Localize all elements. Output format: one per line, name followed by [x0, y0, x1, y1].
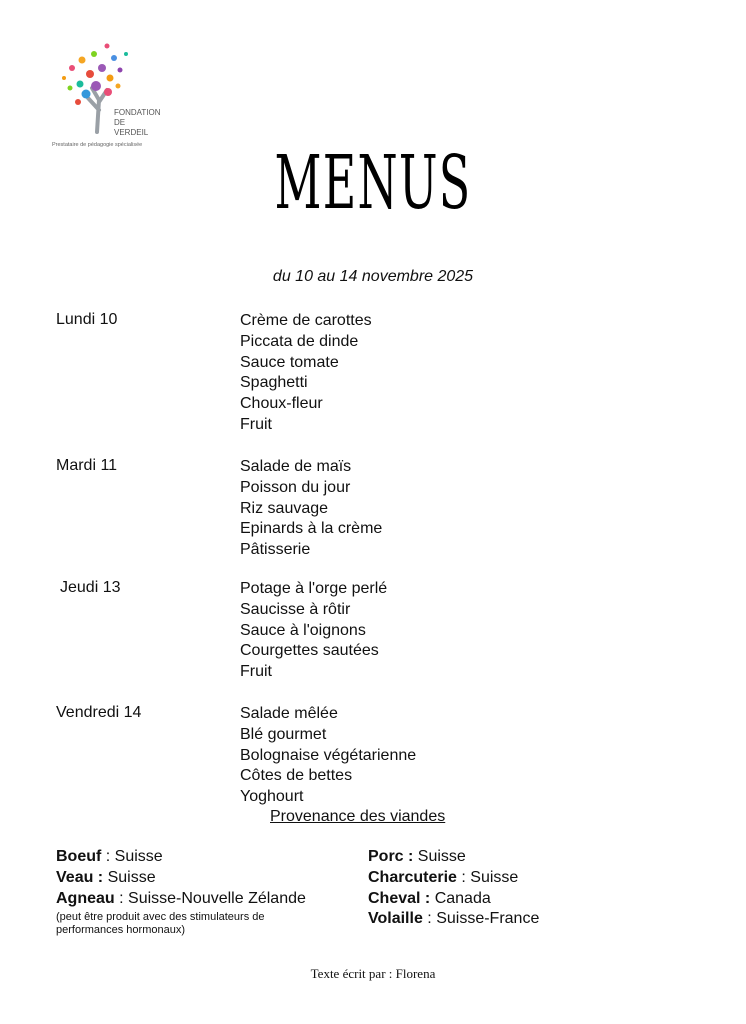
dish-item: Courgettes sautées: [240, 642, 379, 660]
dish-item: Yoghourt: [240, 788, 304, 806]
author-footer: Texte écrit par : Florena: [310, 966, 436, 981]
provenance-row: [368, 909, 539, 930]
logo-line-1: FONDATION: [114, 108, 161, 117]
hormone-note: (peut être produit avec des stimulateurs de performances hormonaux): [56, 911, 265, 937]
provenance-right-column: [368, 847, 539, 930]
dish-list-mardi: [240, 457, 382, 561]
dish-item: Sauce tomate: [240, 353, 339, 371]
dish-item: Blé gourmet: [240, 725, 327, 743]
dish-item: Bolognaise végétarienne: [240, 746, 417, 764]
meat-origin: Suisse: [114, 848, 163, 865]
logo-name: [114, 108, 161, 138]
meat-separator: :: [114, 889, 129, 907]
meat-origin: Suisse-Nouvelle Zélande: [128, 889, 306, 907]
provenance-title: Provenance des viandes: [270, 808, 446, 825]
logo-tagline: Prestataire de pédagogie spécialisée: [52, 142, 143, 148]
day-label-mardi: Mardi 11: [56, 457, 118, 474]
dish-item: Piccata de dinde: [240, 332, 359, 350]
logo: [52, 40, 172, 152]
dish-item: Salade de maïs: [240, 458, 352, 475]
meat-separator: :: [101, 848, 115, 865]
dish-item: Spaghetti: [240, 374, 308, 392]
meat-origin: Suisse: [470, 868, 519, 886]
dish-item: Poisson du jour: [240, 478, 351, 496]
meat-origin: Canada: [434, 889, 491, 907]
meat-name: Veau :: [56, 868, 104, 886]
dish-list-jeudi: [240, 579, 387, 683]
meat-name: Volaille: [368, 910, 423, 928]
day-label-vendredi: Vendredi 14: [56, 704, 142, 721]
dish-item: Fruit: [240, 663, 272, 681]
provenance-row: [56, 847, 326, 868]
meat-name: Cheval :: [368, 889, 431, 907]
dish-list-vendredi: [240, 704, 416, 808]
dish-list-lundi: [240, 311, 372, 436]
day-label-lundi: Lundi 10: [56, 311, 118, 328]
meat-separator: :: [422, 910, 437, 928]
meat-separator: :: [456, 868, 471, 886]
dish-item: Riz sauvage: [240, 499, 329, 517]
day-label-jeudi: Jeudi 13: [60, 579, 121, 596]
logo-line-2: DE: [114, 118, 126, 127]
meat-name: Boeuf: [56, 848, 102, 865]
page-title: MENUS: [274, 140, 472, 226]
meat-origin: Suisse: [417, 848, 466, 865]
dish-item: Pâtisserie: [240, 541, 311, 559]
provenance-row: [368, 847, 539, 868]
meat-origin: Suisse-France: [436, 910, 540, 928]
dish-item: Fruit: [240, 415, 272, 433]
provenance-row: [368, 889, 539, 910]
provenance-left-column: [56, 847, 326, 937]
dish-item: Salade mêlée: [240, 705, 338, 722]
dish-item: Potage à l'orge perlé: [240, 580, 388, 597]
dish-item: Crème de carottes: [240, 312, 372, 329]
dish-item: Epinards à la crème: [240, 520, 383, 538]
meat-name: Porc :: [368, 848, 414, 865]
meat-name: Agneau: [56, 889, 115, 907]
dish-item: Côtes de bettes: [240, 767, 353, 785]
provenance-row: [368, 868, 539, 889]
provenance-row: [56, 868, 326, 889]
provenance-row: [56, 889, 326, 910]
logo-line-3: VERDEIL: [114, 128, 149, 137]
date-range: du 10 au 14 novembre 2025: [272, 268, 474, 285]
meat-name: Charcuterie: [368, 868, 457, 886]
dish-item: Choux-fleur: [240, 395, 323, 413]
dish-item: Sauce à l'oignons: [240, 621, 366, 639]
dish-item: Saucisse à rôtir: [240, 600, 351, 618]
meat-origin: Suisse: [107, 868, 156, 886]
